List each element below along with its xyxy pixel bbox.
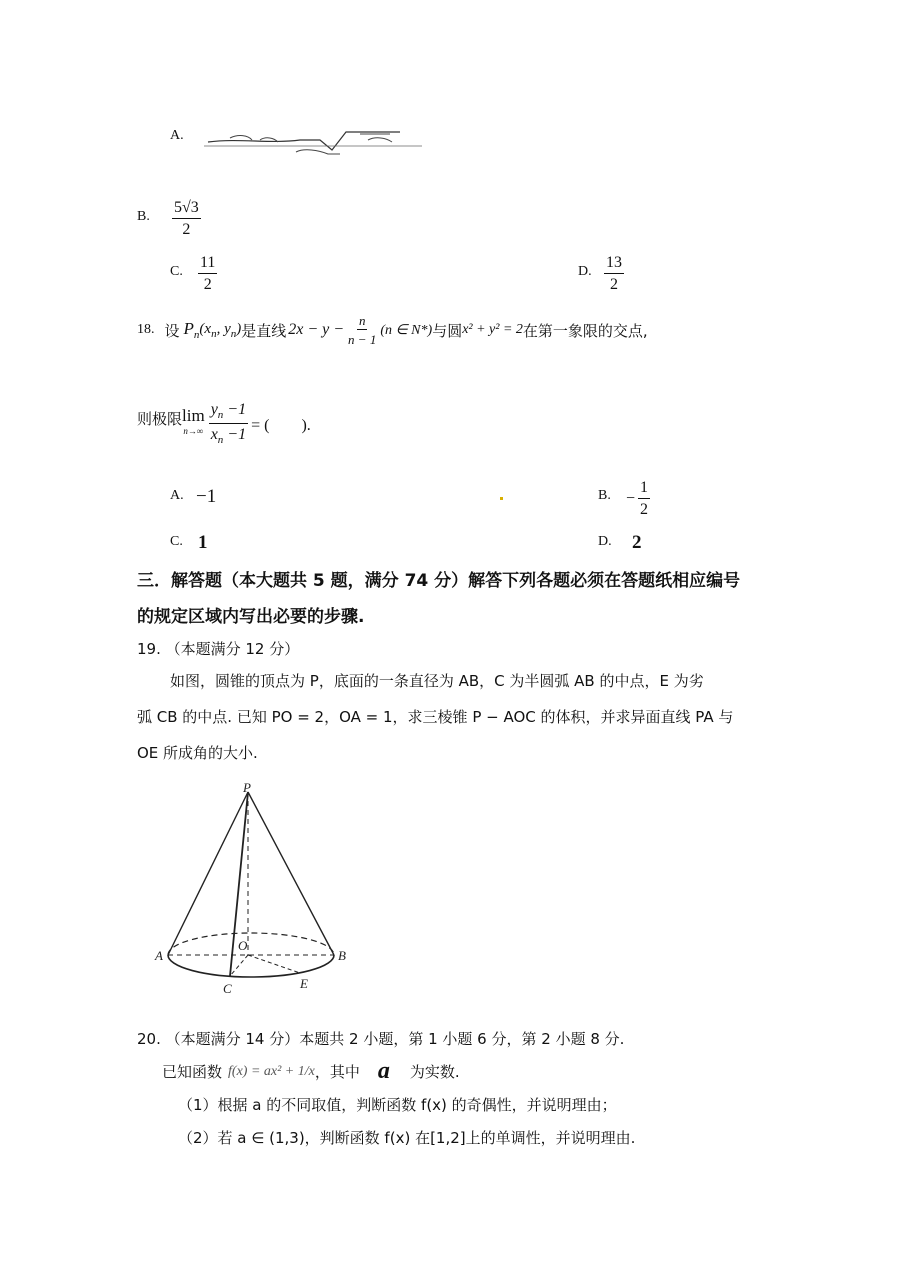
option-d-denominator: 2: [610, 276, 618, 293]
point-coords: ($x_n$, $y_n$): [199, 320, 242, 340]
option-b-value: − $\frac{1}{2}$: [626, 479, 649, 518]
option-d-value: 2: [632, 532, 642, 553]
option-c-denominator: 2: [203, 276, 212, 293]
question-20-part-1: （1）根据 a 的不同取值，判断函数 f(x) 的奇偶性，并说明理由；: [178, 1096, 617, 1114]
stray-dot: [500, 497, 503, 500]
question-20-given: [162, 1058, 460, 1085]
option-b-denominator: 2: [182, 221, 191, 238]
option-a-label: A.: [170, 488, 184, 503]
option-b-label: B.: [137, 209, 150, 224]
label-e: E: [300, 976, 308, 991]
label-o: O: [238, 938, 248, 953]
stem-text: 是直线: [241, 321, 287, 340]
option-a-garbled-formula: [200, 126, 424, 160]
limit-operator: lim n→∞: [182, 406, 205, 436]
option-c-label: C.: [170, 534, 183, 549]
base-front-arc: [168, 955, 334, 977]
option-b-value: [172, 200, 201, 238]
option-d-label: D.: [598, 534, 612, 549]
cone-figure: [150, 780, 360, 1000]
question-19-header: 19. （本题满分 12 分）: [137, 640, 300, 658]
option-a-label: A.: [170, 128, 184, 143]
line-condition: (n ∈ N*): [380, 322, 433, 338]
question-18-limit: [137, 402, 311, 446]
section-heading-line-1: 三．解答题（本大题共 5 题，满分 74 分）解答下列各题必须在答题纸相应编号: [137, 571, 741, 591]
stem-text: 在第一象限的交点,: [522, 321, 648, 340]
option-c-label: C.: [170, 264, 183, 279]
function-expression: f(x) = ax² + 1/x: [228, 1063, 315, 1079]
segment-oe: [248, 955, 300, 973]
base-back-arc: [168, 933, 334, 955]
limit-tail: = ( ).: [251, 417, 311, 434]
question-19-line-3: OE 所成角的大小.: [137, 744, 258, 762]
question-18-stem: [137, 314, 648, 346]
label-c: C: [223, 981, 232, 996]
stem-text: 设: [164, 321, 180, 340]
option-d-value: [604, 255, 624, 293]
option-c-value: [198, 255, 217, 293]
label-p: P: [243, 780, 251, 795]
question-20-header: 20. （本题满分 14 分）本题共 2 小题，第 1 小题 6 分，第 2 小题 8 分.: [137, 1030, 625, 1048]
edge-pa: [168, 792, 248, 955]
given-mid: ，其中: [314, 1063, 360, 1081]
point-symbol: $P_n$: [183, 319, 200, 341]
option-a-value: −1: [196, 486, 217, 507]
label-b: B: [338, 948, 346, 963]
question-19-line-2: 弧 CB 的中点. 已知 PO = 2，OA = 1，求三棱锥 P − AOC 的体积，并求异面直线 PA 与: [137, 708, 734, 726]
edge-pb: [248, 792, 334, 955]
question-number: 18.: [137, 322, 155, 337]
given-prefix: 已知函数: [162, 1063, 223, 1081]
limit-prefix: 则极限: [137, 410, 183, 428]
option-b-numerator: 5√3: [172, 200, 201, 219]
limit-fraction: $\frac{y_n -1}{x_n -1}$: [210, 401, 247, 446]
stem-text: 与圆: [432, 321, 463, 340]
question-20-part-2: （2）若 a ∈ (1,3)，判断函数 f(x) 在[1,2]上的单调性，并说明理由.: [178, 1129, 636, 1147]
line-expression: 2x − y −: [288, 321, 345, 338]
line-fraction: $\frac{n}{n - 1}$: [348, 313, 377, 347]
option-c-numerator: 11: [198, 255, 217, 274]
option-d-numerator: 13: [604, 255, 624, 274]
option-c-value: 1: [198, 532, 208, 553]
segment-oc: [230, 955, 248, 976]
question-19-line-1: 如图，圆锥的顶点为 P，底面的一条直径为 AB，C 为半圆弧 AB 的中点，E 为劣: [170, 672, 704, 690]
parameter-a: a: [377, 1058, 390, 1084]
label-a: A: [155, 948, 163, 963]
section-heading-line-2: 的规定区域内写出必要的步骤.: [137, 607, 365, 627]
option-d-label: D.: [578, 264, 592, 279]
circle-expression: x² + y² = 2: [462, 322, 523, 337]
option-b-label: B.: [598, 488, 611, 503]
given-tail: 为实数.: [409, 1063, 460, 1081]
